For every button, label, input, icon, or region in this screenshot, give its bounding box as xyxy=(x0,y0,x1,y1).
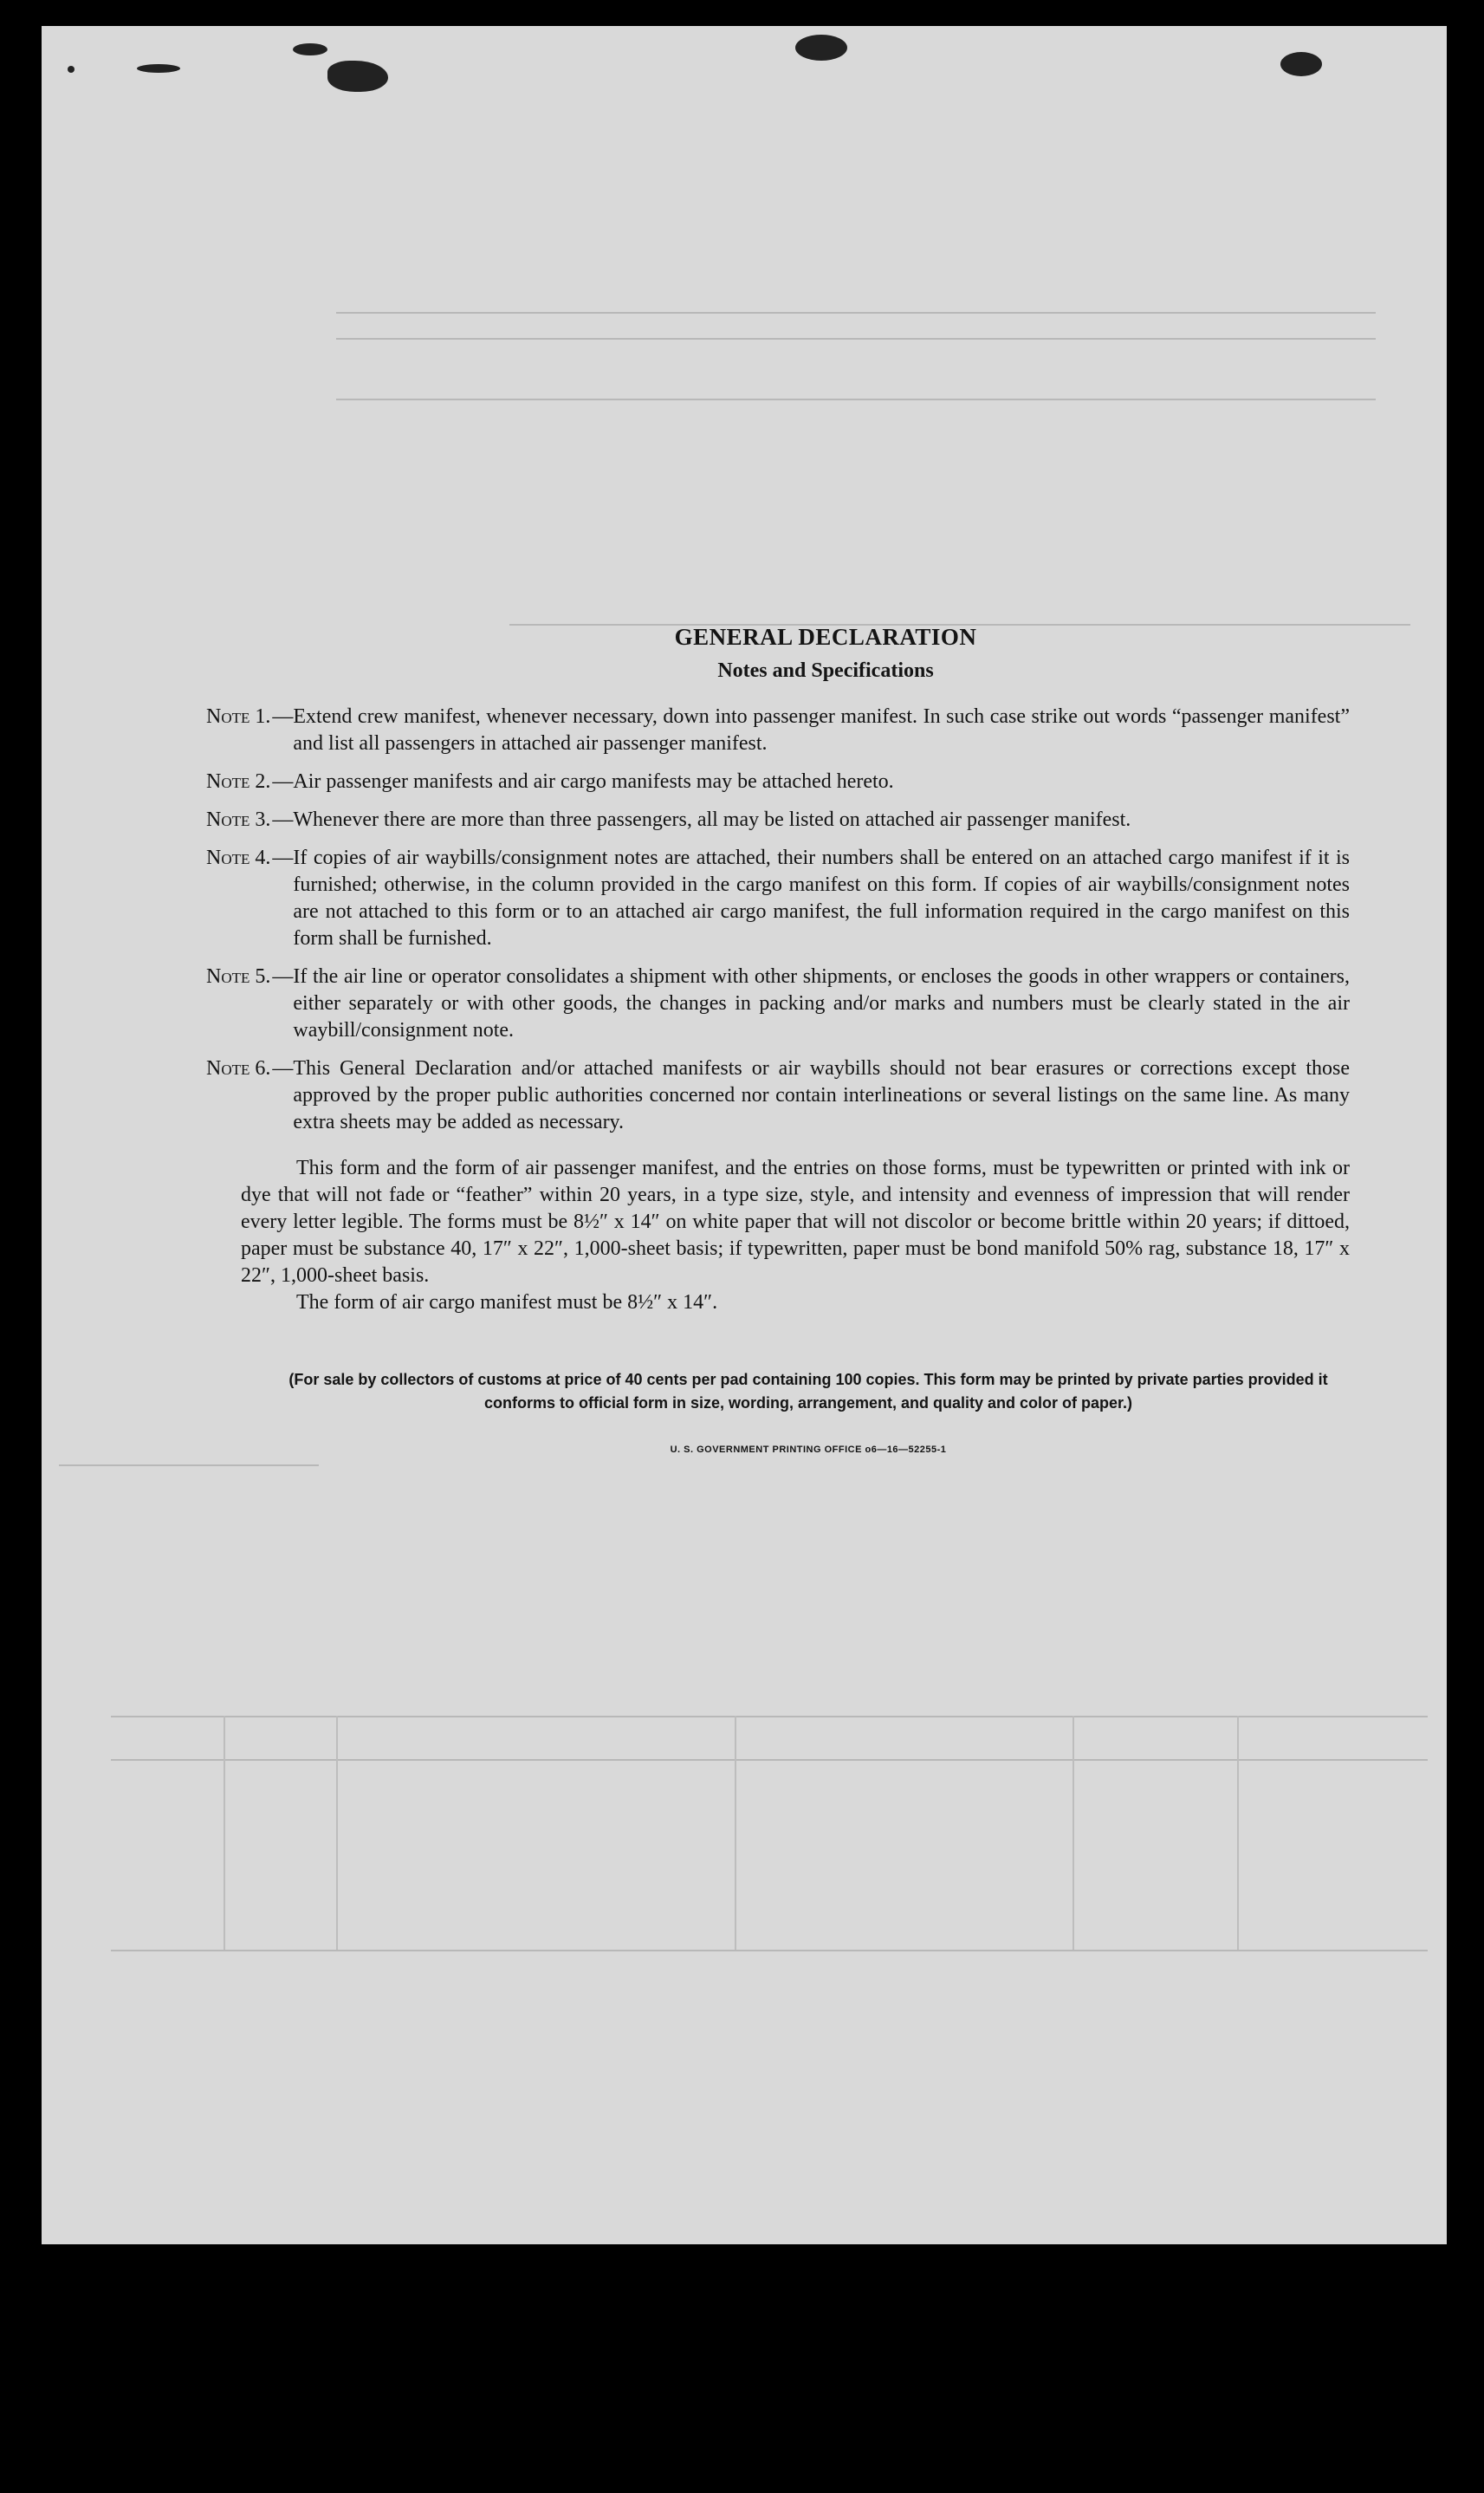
note-text: Air passenger manifests and air cargo manifests may be attached hereto. xyxy=(293,770,894,793)
note-dash: — xyxy=(272,965,294,988)
document-heading: GENERAL DECLARATION xyxy=(674,624,977,650)
bleed-through-rule xyxy=(111,1716,1428,1717)
note-dash: — xyxy=(272,808,294,831)
bleed-through-rule xyxy=(224,1716,225,1950)
note-item xyxy=(206,769,1350,795)
bleed-through-rule xyxy=(336,1716,338,1950)
cargo-manifest-size-line: The form of air cargo manifest must be 8½″ x 14″. xyxy=(296,1291,718,1314)
ink-blot xyxy=(327,61,388,92)
note-item xyxy=(206,1055,1350,1136)
paper-specification-paragraph: This form and the form of air passenger manifest, and the entries on those forms, must be typewritten or printed with ink or dye that will not fade or “feather” within 20 years, in a type size, style, and intensity and evenness of impression that will render every letter legible. The forms must be 8½″ x 14″ on white paper that will not discolor or become brittle within 20 years; if dittoed, paper must be substance 40, 17″ x 22″, 1,000-sheet basis; if typewritten, paper must be bond manifold 50% rag, substance 18, 17″ x 22″, 1,000-sheet basis. xyxy=(241,1157,1350,1287)
note-item xyxy=(206,704,1350,757)
bleed-through-rule xyxy=(1072,1716,1074,1950)
bleed-through-rule xyxy=(1237,1716,1239,1950)
note-text: If the air line or operator consolidates a shipment with other shipments, or encloses the goods in other wrappers or containers, either separately or with other goods, the changes in packing and/or marks and numbers must be clearly stated in the air waybill/consignment note. xyxy=(293,965,1350,1042)
notes-and-specifications xyxy=(206,624,1350,1455)
document-page xyxy=(42,26,1447,2244)
bleed-through-rule xyxy=(735,1716,736,1950)
ink-blot xyxy=(795,35,847,61)
note-dash: — xyxy=(272,847,294,869)
bleed-through-rule xyxy=(336,399,1376,400)
note-label: Note 6. xyxy=(206,1057,271,1080)
note-item xyxy=(206,964,1350,1044)
sale-notice: (For sale by collectors of customs at price of 40 cents per pad containing 100 copies. This form may be printed by private parties provided it conforms to official form in size, wording, arrangement, and quality and color of paper.) xyxy=(288,1371,1328,1412)
note-label: Note 4. xyxy=(206,847,271,869)
printing-office-imprint: U. S. GOVERNMENT PRINTING OFFICE o6—16—52255-1 xyxy=(670,1445,947,1455)
note-dash: — xyxy=(272,770,294,793)
bleed-through-rule xyxy=(111,1950,1428,1951)
bleed-through-rule xyxy=(111,1759,1428,1761)
note-label: Note 5. xyxy=(206,965,271,988)
document-subheading: Notes and Specifications xyxy=(717,659,934,682)
note-text: Whenever there are more than three passengers, all may be listed on attached air passenger manifest. xyxy=(293,808,1131,831)
ink-blot xyxy=(1280,52,1322,76)
bleed-through-rule xyxy=(59,1464,319,1466)
note-label: Note 1. xyxy=(206,705,271,728)
note-item xyxy=(206,845,1350,952)
ink-blot xyxy=(68,66,75,73)
note-item xyxy=(206,807,1350,834)
note-text: This General Declaration and/or attached manifests or air waybills should not bear erasures or corrections except those approved by the proper public authorities concerned nor contain interlineations or several listings on the same line. As many extra sheets may be added as necessary. xyxy=(293,1057,1350,1133)
ink-blot xyxy=(137,64,180,73)
note-label: Note 3. xyxy=(206,808,271,831)
note-text: Extend crew manifest, whenever necessary, down into passenger manifest. In such case strike out words “passenger manifest” and list all passengers in attached air passenger manifest. xyxy=(293,705,1350,755)
note-dash: — xyxy=(272,705,294,728)
bleed-through-rule xyxy=(336,312,1376,314)
note-dash: — xyxy=(272,1057,294,1080)
note-label: Note 2. xyxy=(206,770,271,793)
bleed-through-rule xyxy=(336,338,1376,340)
note-text: If copies of air waybills/consignment notes are attached, their numbers shall be entered on an attached cargo manifest if it is furnished; otherwise, in the column provided in the cargo manifest on this form. If copies of air waybills/consignment notes are not attached to this form or to an attached air cargo manifest, the full information required in the cargo manifest on this form shall be furnished. xyxy=(293,847,1350,950)
ink-blot xyxy=(293,43,327,55)
